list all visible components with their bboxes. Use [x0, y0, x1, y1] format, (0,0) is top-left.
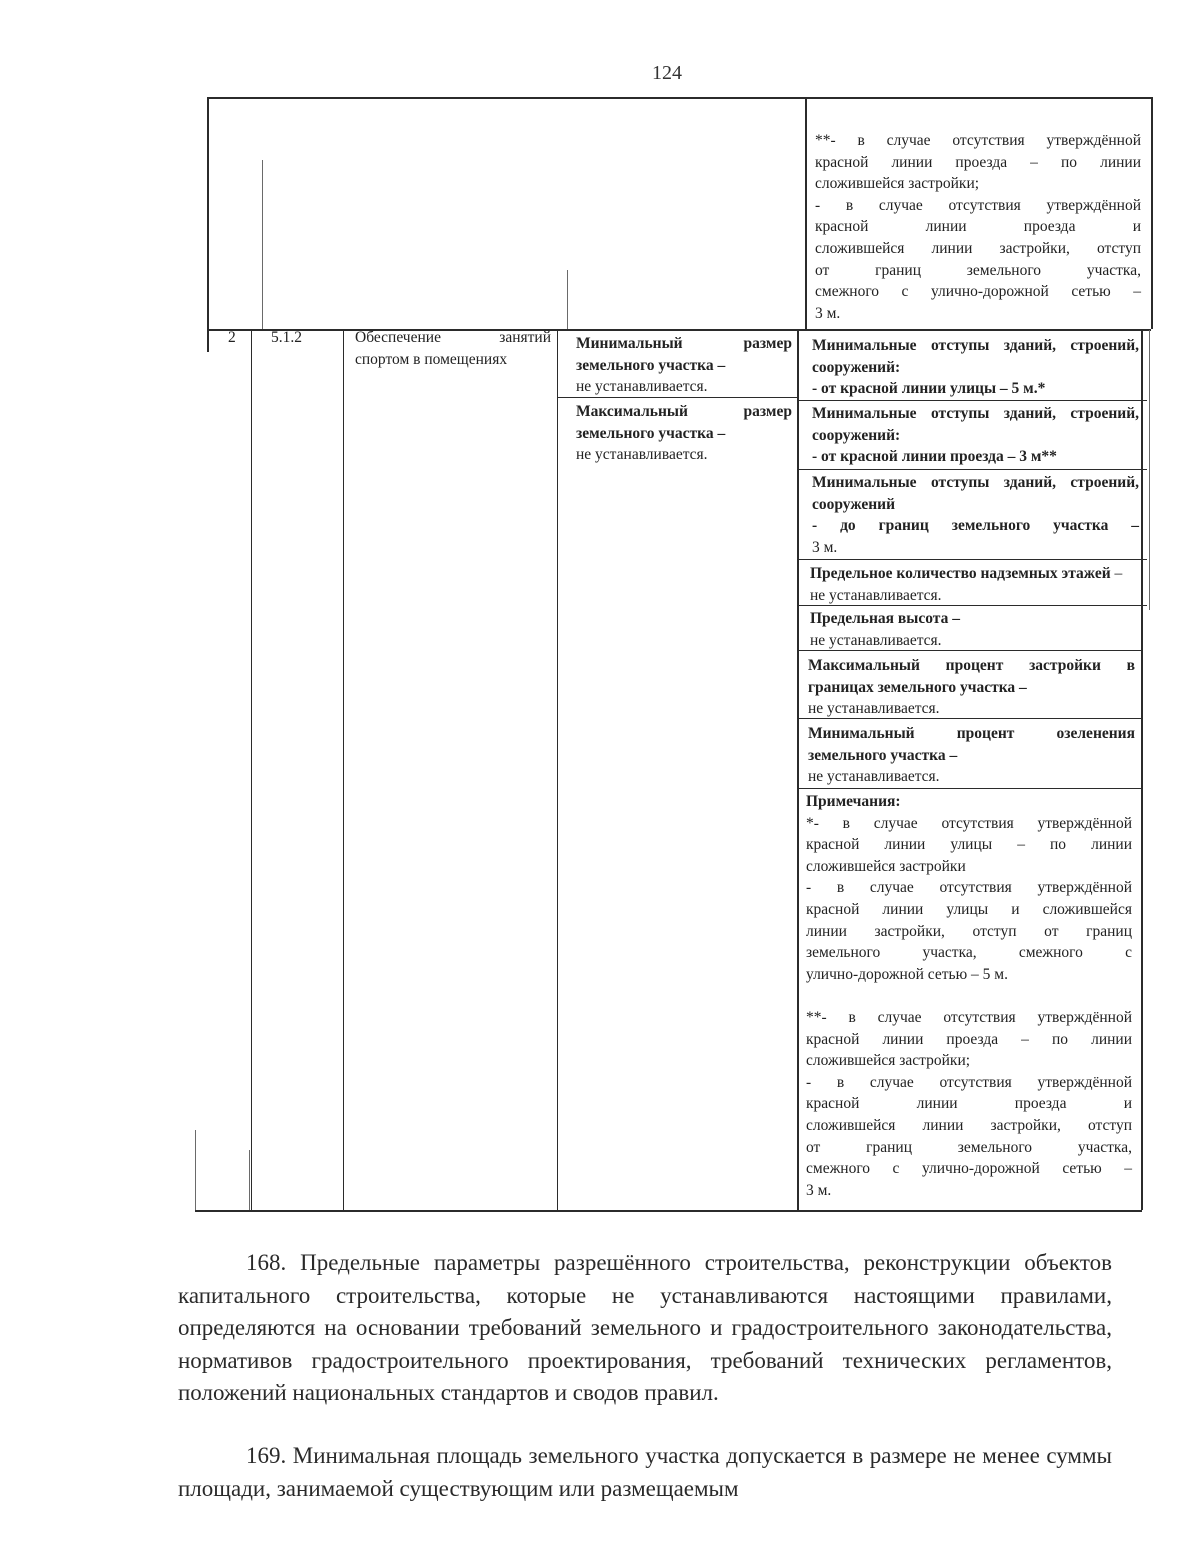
top-note-line: - в случае отсутствия утверждённой — [815, 196, 1141, 214]
land-min-title: Минимальный размер земельного участка – — [576, 335, 792, 374]
column-line-left — [207, 97, 209, 329]
note-line: сложившейся застройки — [806, 857, 966, 875]
land-max-size — [576, 401, 792, 466]
setback-passage-value: - от красной линии проезда – 3 м** — [812, 448, 1057, 466]
top-note-line: сложившейся застройки; — [815, 175, 980, 193]
note-line: линии застройки, отступ от границ — [806, 922, 1132, 940]
land-min-value: не устанавливается. — [576, 378, 708, 396]
row-column-name — [343, 330, 344, 1210]
params-separator-7 — [797, 788, 1143, 789]
note-line: 3 м. — [806, 1181, 832, 1199]
height-value: не устанавливается. — [810, 631, 942, 649]
row-column-left — [207, 330, 209, 352]
note-line: *- в случае отсутствия утверждённой — [806, 814, 1132, 832]
paragraph-169: 169. Минимальная площадь земельного участка допускается в размере не менее суммы площади, занимаемой существующим или размещаемым — [178, 1443, 1112, 1501]
note-line: - в случае отсутствия утверждённой — [806, 879, 1132, 897]
top-fragment-notes — [815, 130, 1141, 324]
note-line: улично-дорожной сетью – 5 м. — [806, 965, 1008, 983]
note-line: красной линии улицы – по линии — [806, 836, 1132, 854]
note-line: сложившейся застройки; — [806, 1052, 971, 1070]
notes-title: Примечания: — [806, 793, 901, 810]
note-line: красной линии проезда и — [806, 1095, 1132, 1113]
setback-street — [812, 335, 1139, 400]
notes — [806, 791, 1132, 1201]
row-column-code — [251, 330, 252, 1210]
setback-street-title: Минимальные отступы зданий, строений, сооружений: — [812, 337, 1139, 376]
row-separator — [207, 329, 1151, 331]
top-note-line: красной линии проезда и — [815, 218, 1141, 236]
top-note-line: красной линии проезда – по линии — [815, 153, 1141, 171]
setback-passage-title: Минимальные отступы зданий, строений, сооружений: — [812, 405, 1139, 444]
note-line: - в случае отсутствия утверждённой — [806, 1073, 1132, 1091]
land-max-title: Максимальный размер земельного участка – — [576, 403, 792, 442]
greening-limit — [808, 723, 1135, 788]
params-separator-2 — [797, 469, 1147, 470]
top-note-line: от границ земельного участка, — [815, 261, 1141, 279]
greening-title: Минимальный процент озеленения земельного участка – — [808, 725, 1135, 764]
row-column-left-lower — [195, 1130, 196, 1210]
setback-border-value-end: 3 м. — [812, 538, 838, 556]
height-limit — [810, 608, 1137, 651]
column-line-params — [805, 97, 807, 329]
row-use-name: Обеспечение занятий спортом в помещениях — [355, 329, 551, 368]
coverage-limit — [808, 655, 1135, 720]
height-title: Предельная высота – — [810, 610, 960, 627]
row-column-right-upper — [1149, 330, 1150, 610]
land-max-value: не устанавливается. — [576, 446, 708, 464]
column-line-right — [1151, 97, 1153, 329]
row-code: 5.1.2 — [271, 329, 302, 346]
note-line: сложившейся линии застройки, отступ — [806, 1116, 1132, 1134]
top-note-line: 3 м. — [815, 304, 841, 322]
top-note-line: **- в случае отсутствия утверждённой — [815, 132, 1141, 149]
table-bottom-border — [195, 1210, 1142, 1212]
column-line-code — [262, 160, 263, 329]
note-line: красной линии улицы и сложившейся — [806, 900, 1132, 918]
land-min-size — [576, 333, 792, 398]
params-separator-1 — [797, 400, 1147, 401]
setback-street-value: - от красной линии улицы – 5 м.* — [812, 380, 1046, 398]
setback-border-value: - до границ земельного участка – — [812, 517, 1139, 535]
row-column-land — [557, 330, 558, 1210]
note-line: смежного с улично-дорожной сетью – — [806, 1160, 1132, 1178]
paragraph-168: 168. Предельные параметры разрешённого строительства, реконструкции объектов капитального строительства, которые не устанавливаются настоящими правилами, определяются на основании требований земельного и градостроительного законодательства, нормативов градостроительного проектирования, требований технических регламентов, положений национальных стандартов и сводов правил. — [178, 1250, 1112, 1405]
note-line: **- в случае отсутствия утверждённой — [806, 1008, 1132, 1026]
row-number: 2 — [228, 329, 236, 346]
page-number: 124 — [652, 62, 682, 84]
floors-limit — [810, 563, 1137, 606]
setback-border-title: Минимальные отступы зданий, строений, сооружений — [812, 474, 1139, 513]
column-line-name — [567, 270, 568, 330]
top-note-line: сложившейся линии застройки, отступ — [815, 239, 1141, 257]
coverage-title: Максимальный процент застройки в границах земельного участка – — [808, 657, 1135, 696]
row-column-right — [1141, 330, 1143, 1210]
note-line: красной линии проезда – по линии — [806, 1030, 1132, 1048]
row-column-params — [797, 330, 799, 1210]
params-separator-3 — [797, 559, 1147, 560]
floors-value: – не устанавливается. — [810, 565, 1123, 604]
note-line: земельного участка, смежного с — [806, 944, 1132, 962]
coverage-value: не устанавливается. — [808, 700, 940, 718]
table-top-border — [207, 97, 1151, 99]
setback-border — [812, 472, 1139, 558]
setback-passage — [812, 403, 1139, 468]
greening-value: не устанавливается. — [808, 768, 940, 786]
row-column-code-lower — [249, 1150, 250, 1210]
floors-title: Предельное количество надземных этажей — [810, 565, 1111, 582]
note-line: от границ земельного участка, — [806, 1138, 1132, 1156]
top-note-line: смежного с улично-дорожной сетью – — [815, 283, 1141, 301]
